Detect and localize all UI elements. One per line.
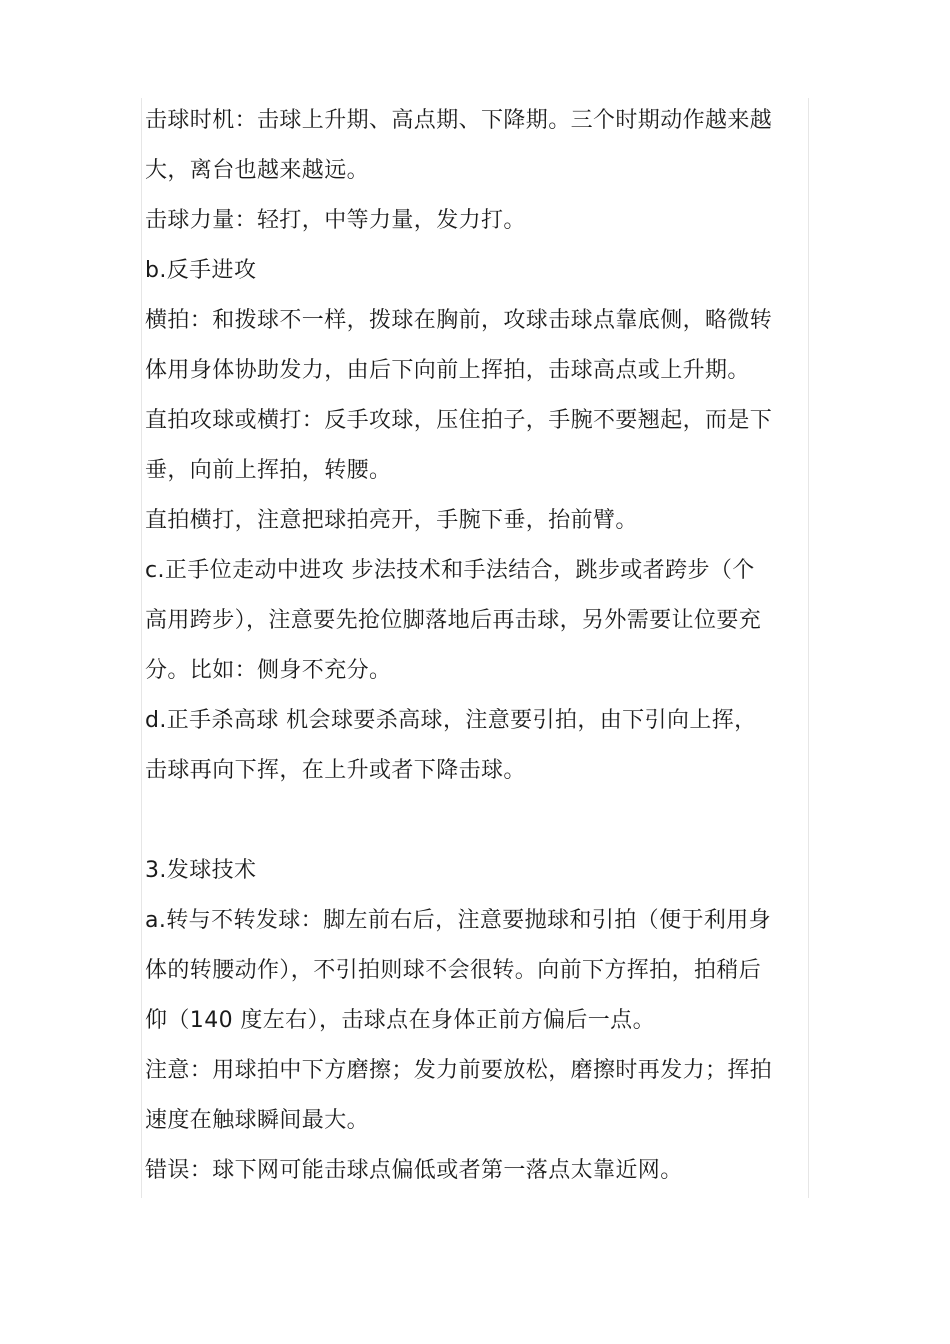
text-line: 大，离台也越来越远。 <box>145 158 370 183</box>
text-line: a.转与不转发球：脚左前右后，注意要抛球和引拍（便于利用身 <box>145 908 772 933</box>
text-line: 横拍：和拨球不一样，拨球在胸前，攻球击球点靠底侧，略微转 <box>145 308 773 333</box>
text-line: 高用跨步），注意要先抢位脚落地后再击球，另外需要让位要充 <box>145 608 762 633</box>
text-line: 速度在触球瞬间最大。 <box>145 1108 370 1133</box>
text-line: 击球时机：击球上升期、高点期、下降期。三个时期动作越来越 <box>145 108 773 133</box>
text-line: 体用身体协助发力，由后下向前上挥拍，击球高点或上升期。 <box>145 358 750 383</box>
text-line: c.正手位走动中进攻 步法技术和手法结合，跳步或者跨步（个 <box>145 558 755 583</box>
blank-line <box>145 796 817 846</box>
section-heading-3: 3.发球技术 <box>145 858 257 883</box>
text-line: 注意：用球拍中下方磨擦；发力前要放松，磨擦时再发力；挥拍 <box>145 1058 773 1083</box>
text-line: 错误：球下网可能击球点偏低或者第一落点太靠近网。 <box>145 1158 683 1183</box>
text-line: 垂，向前上挥拍，转腰。 <box>145 458 392 483</box>
text-line: 体的转腰动作），不引拍则球不会很转。向前下方挥拍，拍稍后 <box>145 958 762 983</box>
text-line: 击球再向下挥，在上升或者下降击球。 <box>145 758 526 783</box>
document-body <box>145 96 817 1196</box>
text-line: 直拍攻球或横打：反手攻球，压住拍子，手腕不要翘起，而是下 <box>145 408 773 433</box>
text-line: d.正手杀高球 机会球要杀高球，注意要引拍，由下引向上挥， <box>145 708 757 733</box>
text-line: 分。比如：侧身不充分。 <box>145 658 392 683</box>
section-heading-b: b.反手进攻 <box>145 258 257 283</box>
text-line: 仰（140 度左右），击球点在身体正前方偏后一点。 <box>145 1008 655 1033</box>
text-line: 直拍横打，注意把球拍亮开，手腕下垂，抬前臂。 <box>145 508 638 533</box>
text-line: 击球力量：轻打，中等力量，发力打。 <box>145 208 526 233</box>
